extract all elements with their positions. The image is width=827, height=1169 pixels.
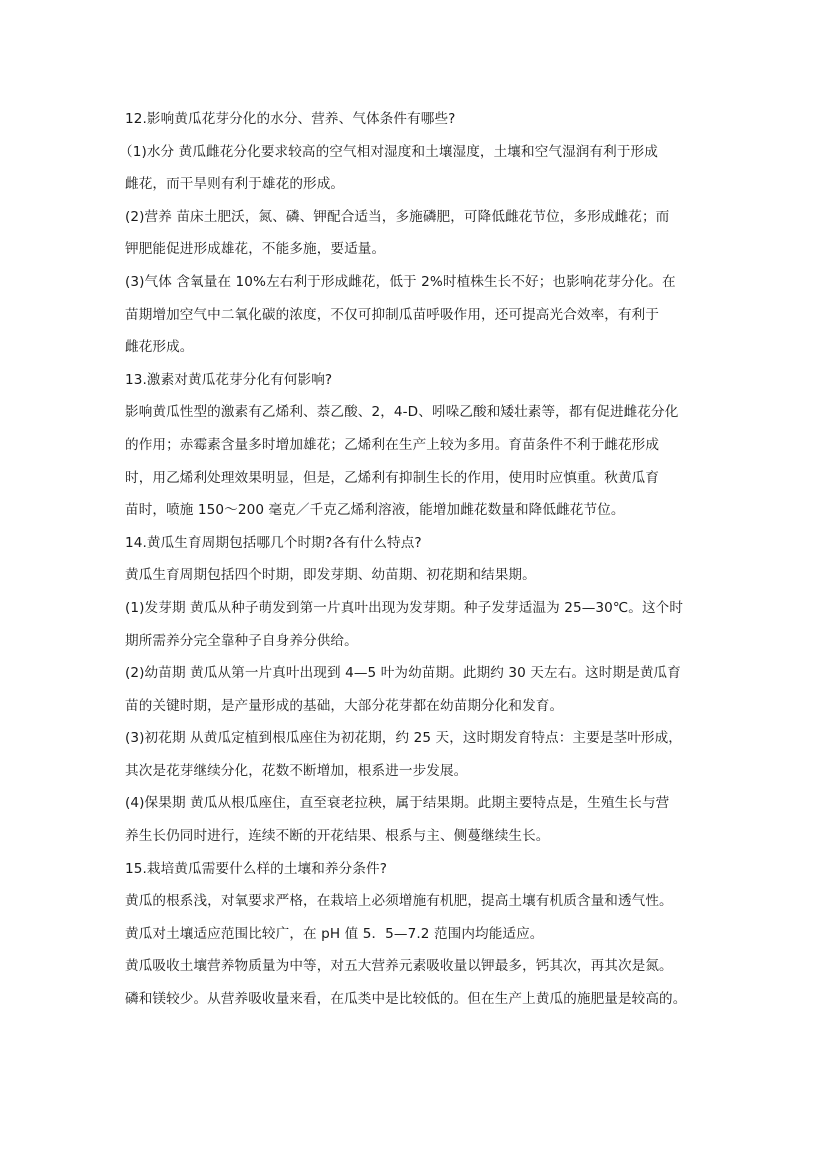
paragraph-line: 期所需养分完全靠种子自身养分供给。 (125, 632, 358, 649)
question-heading-14: 14.黄瓜生育周期包括哪几个时期?各有什么特点? (125, 534, 422, 551)
paragraph-line: 时，用乙烯利处理效果明显，但是，乙烯利有抑制生长的作用，使用时应慎重。秋黄瓜育 (125, 469, 660, 486)
paragraph-line: (4)保果期 黄瓜从根瓜座住，直至衰老拉秧，属于结果期。此期主要特点是，生殖生长与营 (125, 795, 670, 812)
paragraph-line: 黄瓜生育周期包括四个时期，即发芽期、幼苗期、初花期和结果期。 (125, 567, 536, 584)
paragraph-line: 雌花，而干旱则有利于雄花的形成。 (125, 176, 345, 193)
paragraph-line: 影响黄瓜性型的激素有乙烯利、萘乙酸、2，4-D、吲哚乙酸和矮壮素等，都有促进雌花分化 (125, 404, 679, 421)
paragraph-line: 养生长仍同时进行，连续不断的开花结果、根系与主、侧蔓继续生长。 (125, 828, 550, 845)
paragraph-line: 苗时，喷施 150～200 毫克／千克乙烯利溶液，能增加雌花数量和降低雌花节位。 (125, 502, 625, 519)
paragraph-line: 苗期增加空气中二氧化碳的浓度，不仅可抑制瓜苗呼吸作用，还可提高光合效率，有利于 (125, 306, 660, 323)
paragraph-line: 钾肥能促进形成雄花，不能多施，要适量。 (125, 241, 386, 258)
paragraph-line: 黄瓜吸收土壤营养物质量为中等，对五大营养元素吸收量以钾最多，钙其次，再其次是氮。 (125, 958, 673, 975)
paragraph-line: （1)水分 黄瓜雌花分化要求较高的空气相对湿度和土壤湿度，土壤和空气湿润有利于形成 (119, 143, 658, 160)
paragraph-line: 苗的关键时期，是产量形成的基础，大部分花芽都在幼苗期分化和发育。 (125, 697, 564, 714)
paragraph-line: 磷和镁较少。从营养吸收量来看，在瓜类中是比较低的。但在生产上黄瓜的施肥量是较高的。 (125, 991, 687, 1008)
paragraph-line: 黄瓜的根系浅，对氧要求严格，在栽培上必须增施有机肥，提高土壤有机质含量和透气性。 (125, 893, 673, 910)
paragraph-line: 其次是花芽继续分化，花数不断增加，根系进一步发展。 (125, 762, 468, 779)
document-body (119, 108, 715, 1021)
paragraph-line: 雌花形成。 (125, 339, 194, 356)
question-heading-13: 13.激素对黄瓜花芽分化有何影响? (125, 371, 333, 388)
paragraph-line: 的作用；赤霉素含量多时增加雄花；乙烯利在生产上较为多用。育苗条件不利于雌花形成 (125, 436, 660, 453)
paragraph-line: (3)气体 含氧量在 10%左右利于形成雌花，低于 2%时植株生长不好；也影响花芽分化。在 (125, 273, 676, 290)
question-heading-12: 12.影响黄瓜花芽分化的水分、营养、气体条件有哪些? (125, 111, 456, 127)
paragraph-line: 黄瓜对土壤适应范围比较广，在 pH 值 5．5—7.2 范围内均能适应。 (125, 925, 544, 942)
paragraph-line: (2)幼苗期 黄瓜从第一片真叶出现到 4—5 叶为幼苗期。此期约 30 天左右。这时期是黄瓜育 (125, 665, 681, 682)
paragraph-line: (2)营养 苗床土肥沃，氮、磷、钾配合适当，多施磷肥，可降低雌花节位，多形成雌花；而 (125, 208, 670, 225)
question-heading-15: 15.栽培黄瓜需要什么样的土壤和养分条件? (125, 860, 388, 877)
paragraph-line: (1)发芽期 黄瓜从种子萌发到第一片真叶出现为发芽期。种子发芽适温为 25—30℃。这个时 (125, 599, 684, 616)
paragraph-line: (3)初花期 从黄瓜定植到根瓜座住为初花期，约 25 天，这时期发育特点：主要是茎叶形成， (125, 730, 682, 747)
